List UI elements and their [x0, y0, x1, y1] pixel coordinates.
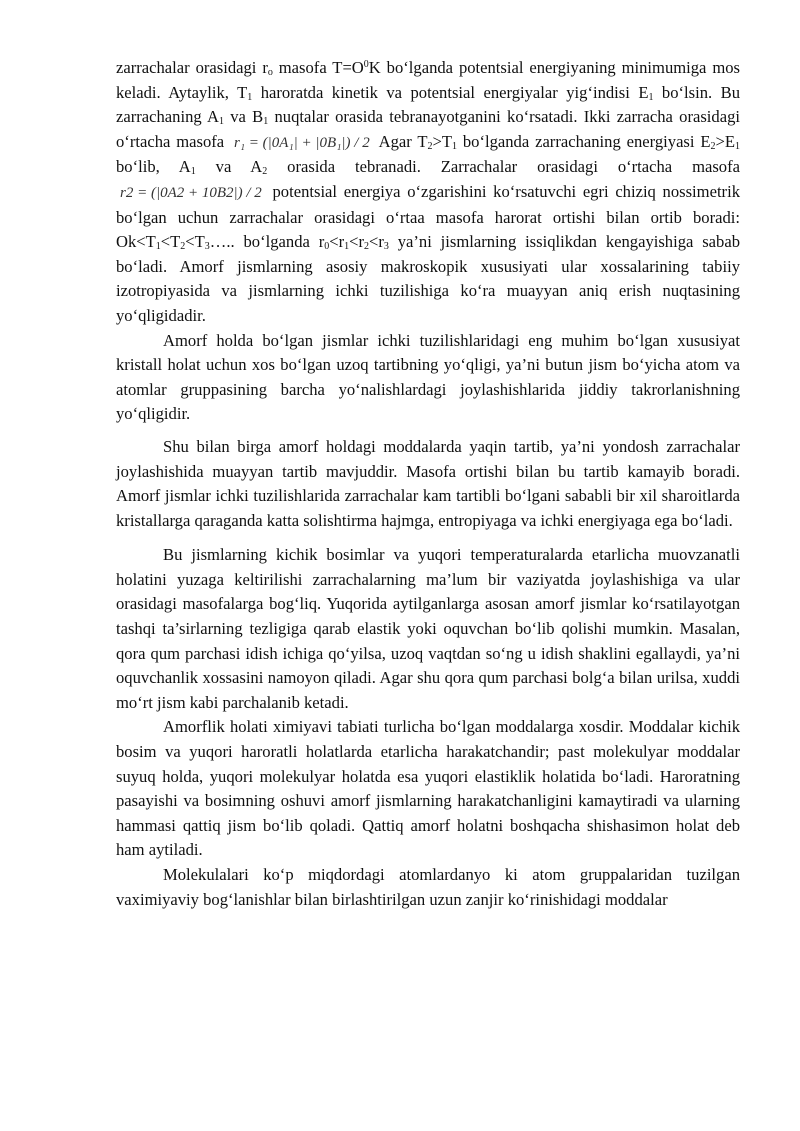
subscript: 2 [364, 241, 369, 253]
subscript: 1 [247, 91, 253, 103]
subscript: 1 [219, 116, 224, 128]
text-run: potentsial energiya o‘zgarishini ko‘rsatuvchi egri chiziq nossimetrik bo‘lgan uchun zarrachalar orasidagi o‘rtaa masofa harorat ortishi bilan ortib boradi: Ok<T [116, 181, 740, 252]
paragraph-4: Bu jismlarning kichik bosimlar va yuqori temperaturalarda etarlicha muovzanatli holatini yuzaga keltirilishi zarrachalarning ma’lum bir vaziyatda joylashishiga va ular orasidagi masofalarga bog‘liq. Yuqorida aytilganlarga asosan amorf jismlar ko‘rsatilayotgan tashqi ta’sirlarning tezligiga qarab elastik yoki oquvchan bo‘lib qolishi mumkin. Masalan, qora qum parchasi idish ichiga qo‘yilsa, uzoq vaqtdan so‘ng u idish shaklini egallaydi, ya’ni oquvchanlik xossasini namoyon qiladi. Agar shu qora qum parchasi bolg‘a bilan urilsa, xuddi mo‘rt jism kabi parchalanib ketadi. [116, 545, 740, 712]
paragraph-5: Amorflik holati ximiyavi tabiati turlicha bo‘lgan moddalarga xosdir. Moddalar kichik bosim va yuqori haroratli holatlarda etarlicha harakatchandir; past molekulyar moddalar suyuq holda, yuqori molekulyar holatda esa yuqori elastiklik holatida bo‘ladi. Haroratning pasayishi va bosimning oshuvi amorf jismlarning harakatchanligini kamaytiradi va ularning hammasi qattiq jism bo‘lib qoladi. Qattiq amorf holatni boshqacha shishasimon holat deb ham aytiladi. [116, 717, 740, 860]
text-run: bo‘lganda zarrachaning energiyasi E [457, 131, 711, 151]
superscript: 0 [363, 59, 369, 70]
paragraph-2: Amorf holda bo‘lgan jismlar ichki tuzilishlaridagi eng muhim bo‘lgan xususiyat kristall holat uchun xos bo‘lgan uzoq tartibning yo‘qligi, ya’ni butun jism bo‘yicha atom va atomlar gruppasining barcha yo‘nalishlardagi joylashishlarida jiddiy takrorlanishning yo‘qligidir. [116, 330, 740, 424]
text-run: va B [224, 107, 264, 127]
subscript: 0 [324, 241, 330, 253]
text-run: masofa T=O [272, 58, 364, 77]
paragraph-1 [116, 56, 740, 329]
subscript: 2 [427, 140, 433, 152]
text-run: bo‘lib, A [116, 157, 191, 177]
text-run: orasida tebranadi. Zarrachalar orasidagi o‘rtacha masofa [267, 157, 740, 177]
text-run: K bo‘lganda potentsial energiyaning minimumiga mos keladi. Aytaylik, T [116, 58, 740, 102]
subscript: 1 [452, 140, 458, 152]
text-run: bo‘lsin. Bu zarrachaning A [116, 82, 741, 127]
text-run: >T [432, 131, 453, 151]
paragraph-6: Molekulalari ko‘p miqdordagi atomlardanyo ki atom gruppalaridan tuzilgan vaximiyaviy bog‘lanishlar bilan birlashtirilgan uzun zanjir ko‘rinishidagi moddalar [116, 865, 740, 909]
subscript: 1 [344, 241, 350, 253]
subscript: 1 [155, 241, 161, 253]
subscript: 3 [383, 241, 389, 253]
subscript: 1 [648, 91, 654, 103]
subscript: 1 [735, 140, 740, 152]
text-run: >E [715, 131, 735, 151]
subscript: 1 [263, 116, 269, 128]
text-run: ya’ni jismlarning issiqlikdan kengayishiga sabab bo‘ladi. Amorf jismlarning asosiy makroskopik xususiyati ular xossalarining tabiiy izotropiyasida va jismlarning ichki tuzilishiga ko‘ra muayyan aniq erish nuqtasining yo‘qligidadir. [116, 232, 740, 325]
text-run: nuqtalar orasida tebranayotganini ko‘rsatadi. Ikki zarracha orasidagi o‘rtacha masofa [116, 107, 740, 151]
document-page [116, 56, 740, 912]
text-run: Agar T [373, 131, 428, 151]
subscript: 2 [180, 241, 186, 253]
text-run: <T [185, 232, 205, 252]
subscript: o [267, 67, 273, 78]
text-run: <r [329, 232, 345, 252]
subscript: 1 [190, 166, 196, 178]
text-run: va A [195, 157, 263, 177]
text-run: <T [160, 232, 181, 252]
formula-r1: r₁ = (|0A₁| + |0B₁|) / 2 [234, 134, 370, 151]
subscript: 2 [262, 166, 268, 178]
subscript: 2 [710, 140, 716, 152]
paragraph-3: Shu bilan birga amorf holdagi moddalarda yaqin tartib, ya’ni yondosh zarrachalar joylashishida muayyan tartib mavjuddir. Masofa ortishi bilan bu tartib kamayib boradi. Amorf jismlar ichki tuzilishlarida zarrachalar kam tartibli bo‘lgani sababli bir xil sharoitlarda kristallarga qaraganda katta solishtirma hajmga, entropiyaga va ichki energiyaga ega bo‘ladi. [116, 436, 740, 530]
text-run: <r [369, 232, 384, 252]
text-run: <r [349, 232, 364, 252]
text-run: zarrachalar orasidagi r [116, 58, 268, 77]
subscript: 3 [204, 241, 210, 253]
formula-r2: r2 = (|0A2 + 10B2|) / 2 [120, 184, 262, 201]
text-run: ….. bo‘lganda r [209, 232, 325, 252]
text-run: haroratda kinetik va potentsial energiyalar yig‘indisi E [252, 82, 649, 102]
